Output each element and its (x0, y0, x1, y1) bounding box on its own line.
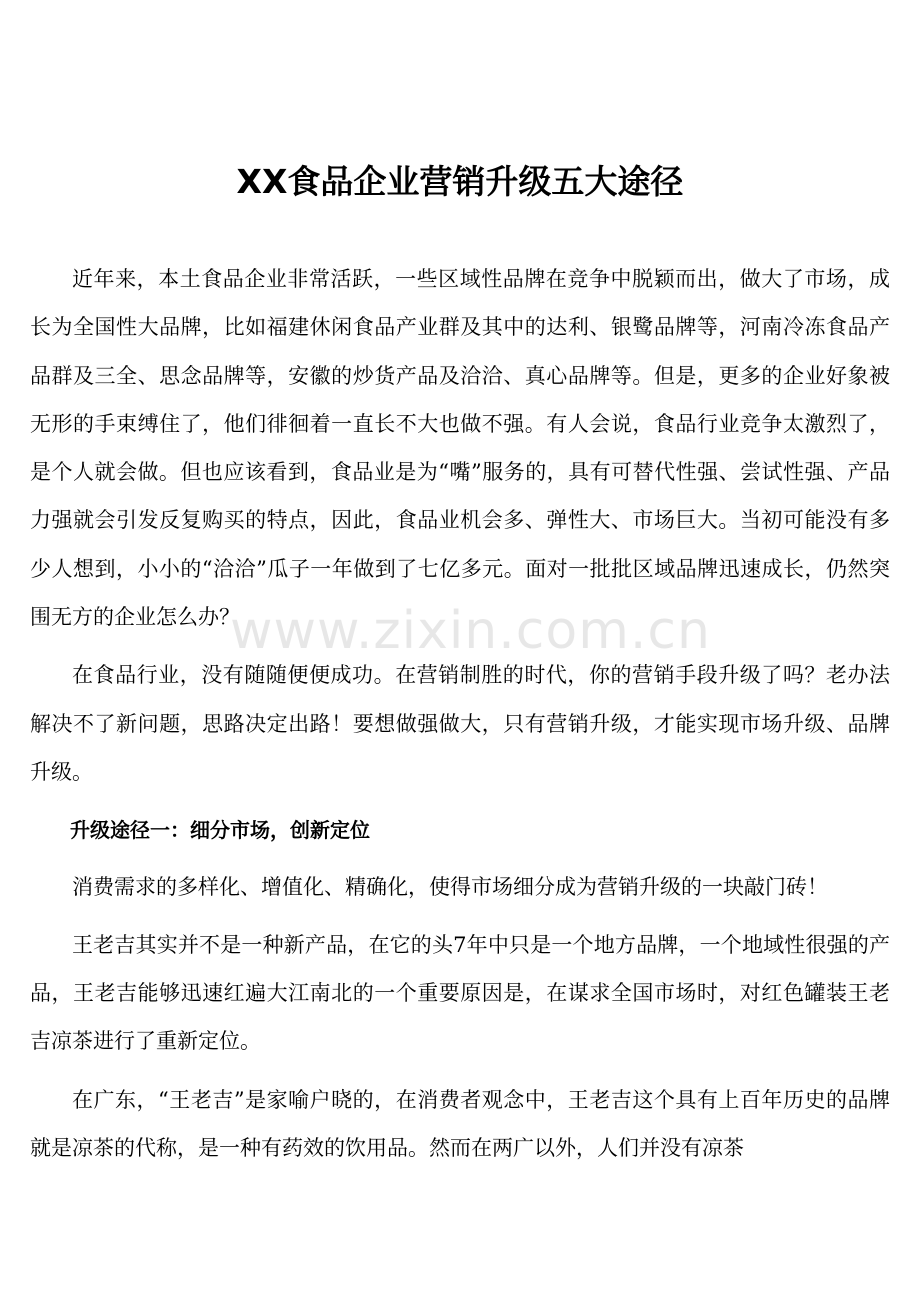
paragraph-marketing: 在食品行业，没有随随便便成功。在营销制胜的时代，你的营销手段升级了吗？老办法解决不了新问题，思路决定出路！要想做强做大，只有营销升级，才能实现市场升级、品牌升级。 (30, 663, 890, 784)
watermark: www.zixin.com.cn (230, 601, 711, 661)
document-body (30, 255, 890, 1182)
paragraph-wanglaoji: 王老吉其实并不是一种新产品，在它的头7年中只是一个地方品牌，一个地域性很强的产品，王老吉能够迅速红遍大江南北的一个重要原因是，在谋求全国市场时，对红色罐装王老吉凉茶进行了重新定位。 (30, 932, 890, 1054)
paragraph-guangdong: 在广东，“王老吉”是家喻户晓的，在消费者观念中，王老吉这个具有上百年历史的品牌就是凉茶的代称，是一种有药效的饮用品。然而在两广以外，人们并没有凉茶 (30, 1087, 890, 1161)
paragraph-segmentation: 消费需求的多样化、增值化、精确化，使得市场细分成为营销升级的一块敲门砖！ (72, 874, 828, 899)
section-heading-1: 升级途径一：细分市场，创新定位 (70, 818, 370, 843)
document-title: XX食品企业营销升级五大途径 (236, 162, 684, 201)
paragraph-intro: 近年来，本土食品企业非常活跃，一些区域性品牌在竞争中脱颖而出，做大了市场，成长为全国性大品牌，比如福建休闲食品产业群及其中的达利、银鹭品牌等，河南冷冻食品产品群及三全、思念品牌等，安徽的炒货产品及洽洽、真心品牌等。但是，更多的企业好象被无形的手束缚住了，他们徘徊着一直长不大也做不强。有人会说，食品行业竞争太激烈了，是个人就会做。但也应该看到，食品业是为“嘴”服务的，具有可替代性强、尝试性强、产品力强就会引发反复购买的特点，因此，食品业机会多、弹性大、市场巨大。当初可能没有多少人想到，小小的“洽洽”瓜子一年做到了七亿多元。面对一批批区域品牌迅速成长，仍然突围无方的企业怎么办？ (30, 267, 890, 630)
